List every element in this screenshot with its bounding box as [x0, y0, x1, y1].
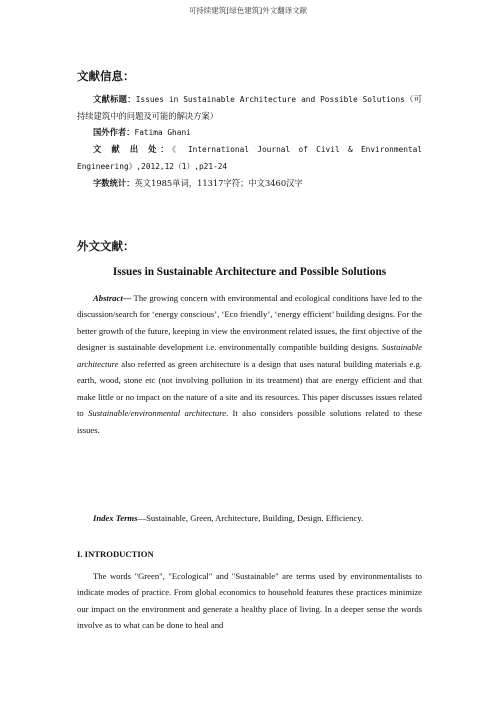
- section-heading: I. INTRODUCTION: [77, 549, 154, 559]
- title-line: [77, 91, 422, 124]
- source-line: [77, 141, 422, 175]
- source-label: 文 献 出 处：: [93, 144, 173, 154]
- abstract-text-3: . It also considers possible solutions related to these issues.: [77, 408, 422, 435]
- index-terms-label: Index Terms: [93, 513, 138, 523]
- source: 《 International Journal of Civil & Environmental Engineering》,2012,12（1）,p21-24: [77, 145, 422, 171]
- running-header: 可持续建筑[绿色建筑]外文翻译文献: [188, 6, 308, 15]
- count-line: [77, 175, 422, 191]
- title-cn: （可持续建筑中的问题及可能的解决方案）: [77, 94, 422, 121]
- word-count: 英文1985单词，11317字符；中文3460汉字: [134, 178, 303, 188]
- abstract-label: Abstract—: [93, 293, 132, 303]
- index-terms-paragraph: [77, 510, 422, 526]
- abstract-paragraph: [77, 290, 422, 438]
- info-block: [77, 91, 422, 191]
- abstract-text-2: also referred as green architecture is a design that uses natural building materials e.g. earth, wood, stone etc (not involving pollution in its treatment) that are energy efficient and that make little or no impact on the nature of a site and its resources. This paper discusses issues related to: [77, 358, 422, 419]
- author-label: 国外作者：: [93, 127, 135, 137]
- title-label: 文献标题：: [93, 94, 136, 104]
- author-line: [77, 124, 422, 141]
- foreign-heading: 外文文献：: [77, 239, 135, 253]
- index-terms-text: —Sustainable, Green, Architecture, Building, Design. Efficiency.: [137, 513, 364, 523]
- introduction-paragraph: The words "Green", "Ecological" and "Sustainable" are terms used by environmentalists to indicate modes of practice. From global economics to household features these practices minimize our impact on the environment and generate a healthy place of living. In a deeper sense the words involve as to what can be done to heal and: [77, 571, 422, 631]
- introduction: [77, 568, 422, 634]
- info-heading: 文献信息：: [77, 69, 135, 83]
- author: Fatima Ghani: [134, 128, 191, 137]
- paper-title: Issues in Sustainable Architecture and Possible Solutions: [112, 266, 387, 278]
- title-en: Issues in Sustainable Architecture and Possible Solutions: [135, 95, 405, 104]
- abstract-italic-2: Sustainable/environmental architecture: [88, 408, 227, 419]
- count-label: 字数统计：: [93, 178, 135, 188]
- index-terms: [77, 510, 422, 526]
- abstract-italic-1: Sustainable architecture: [77, 342, 422, 369]
- abstract: [77, 290, 422, 438]
- abstract-text-1: The growing concern with environmental and ecological conditions have led to the discussion/search for ‘energy conscious’, ‘Eco friendly’, ‘energy efficient’ building designs. For the better growth of the future, keeping in view the environment related issues, the first objective of the designer is sustainable development i.e. environmentally compatible building designs.: [77, 293, 422, 353]
